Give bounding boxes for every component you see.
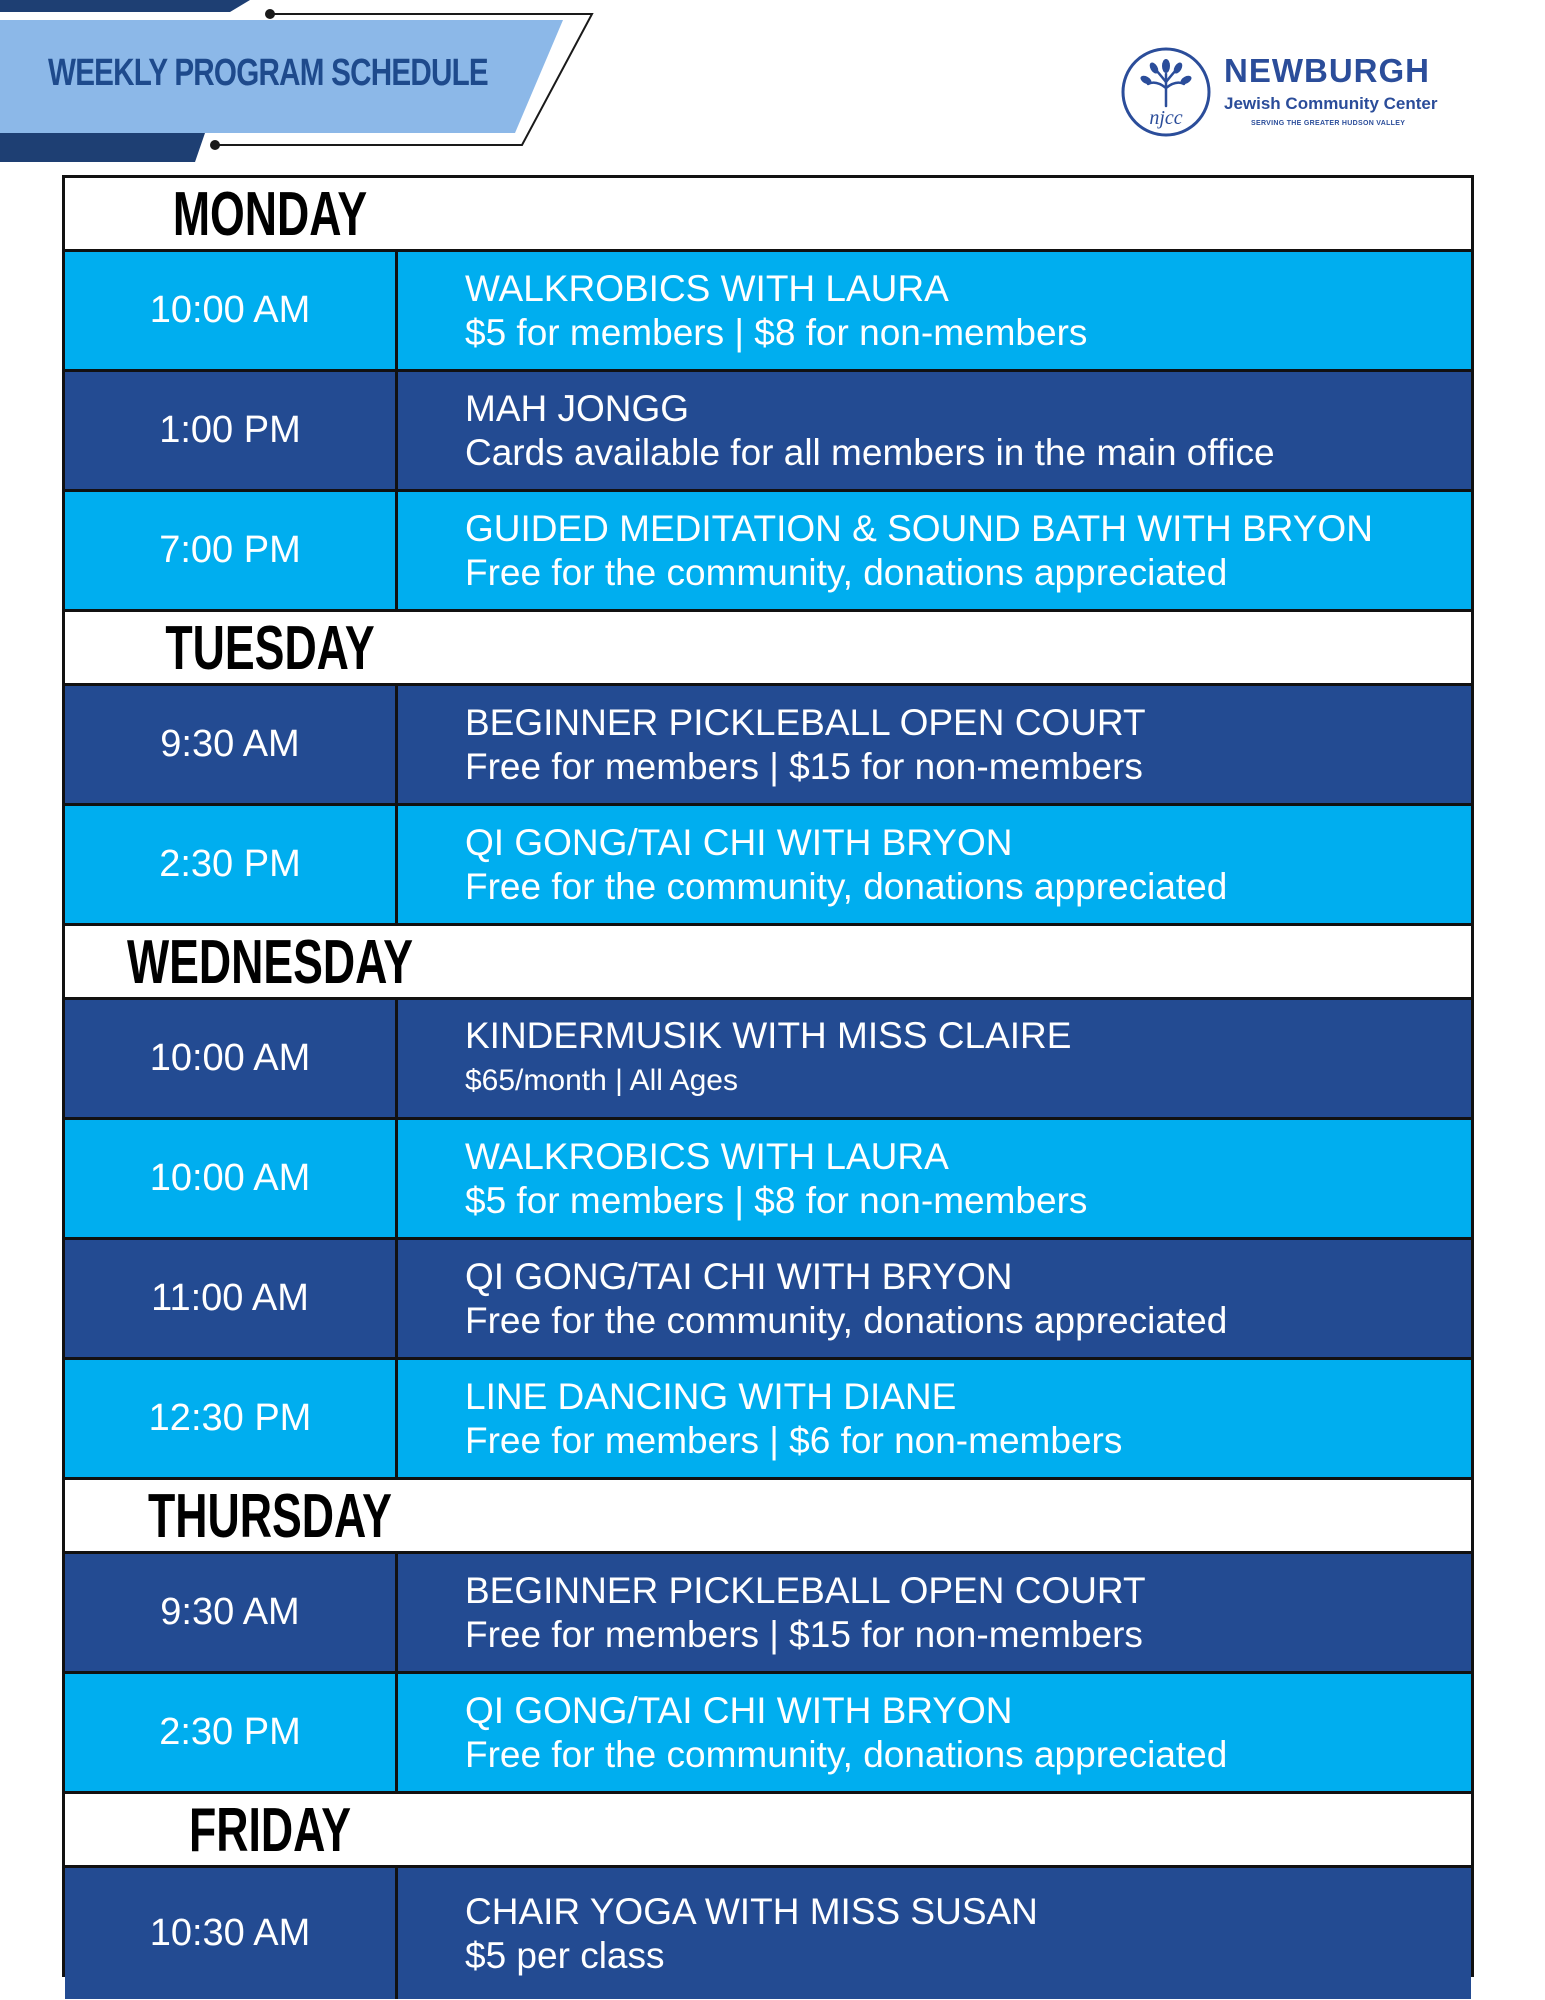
event-row [65, 1674, 1471, 1791]
event-title: CHAIR YOGA WITH MISS SUSAN [465, 1890, 1038, 1932]
event-title: WALKROBICS WITH LAURA [465, 1135, 949, 1177]
day-label: WEDNESDAY [126, 928, 414, 997]
event-info [465, 1360, 1461, 1477]
event-row [65, 806, 1471, 923]
event-time: 10:30 AM [149, 1912, 311, 1954]
event-time: 10:00 AM [149, 1157, 311, 1199]
event-row [65, 1868, 1471, 1999]
event-row [65, 1554, 1471, 1671]
event-detail: $5 per class [465, 1934, 665, 1976]
event-time: 11:00 AM [151, 1277, 309, 1319]
day-header-friday [65, 1794, 1471, 1865]
event-time: 7:00 PM [159, 529, 301, 571]
event-detail: Free for members | $6 for non-members [465, 1419, 1123, 1461]
event-time: 1:00 PM [159, 409, 301, 451]
column-divider [395, 686, 398, 803]
event-title: BEGINNER PICKLEBALL OPEN COURT [465, 701, 1146, 743]
schedule-table [62, 175, 1474, 1977]
column-divider [395, 1868, 398, 1999]
column-divider [395, 1120, 398, 1237]
event-time: 10:00 AM [149, 289, 311, 331]
event-info [465, 1868, 1461, 1999]
event-detail: $65/month | All Ages [465, 1063, 738, 1097]
day-label: TUESDAY [165, 614, 375, 683]
event-detail: Free for the community, donations appreciated [465, 865, 1228, 907]
event-info [465, 1554, 1461, 1671]
event-row [65, 492, 1471, 609]
event-detail: Cards available for all members in the main office [465, 431, 1275, 473]
event-title: GUIDED MEDITATION & SOUND BATH WITH BRYON [465, 507, 1373, 549]
day-header-monday [65, 178, 1471, 249]
logo-tagline: SERVING THE GREATER HUDSON VALLEY [1251, 120, 1406, 127]
logo-subtitle: Jewish Community Center [1224, 94, 1438, 113]
event-row [65, 686, 1471, 803]
day-header-tuesday [65, 612, 1471, 683]
logo-mark-text: njcc [1149, 107, 1183, 129]
column-divider [395, 1674, 398, 1791]
event-info [465, 1674, 1461, 1791]
event-info [465, 1240, 1461, 1357]
day-label: MONDAY [172, 180, 368, 249]
event-detail: Free for the community, donations appreciated [465, 1733, 1228, 1775]
event-row [65, 1360, 1471, 1477]
column-divider [395, 1000, 398, 1117]
event-detail: Free for members | $15 for non-members [465, 1613, 1143, 1655]
event-detail: $5 for members | $8 for non-members [465, 311, 1088, 353]
event-time: 10:00 AM [149, 1037, 311, 1079]
event-time: 12:30 PM [148, 1397, 312, 1439]
header-banner [0, 0, 600, 170]
event-title: BEGINNER PICKLEBALL OPEN COURT [465, 1569, 1146, 1611]
event-title: QI GONG/TAI CHI WITH BRYON [465, 1255, 1013, 1297]
column-divider [395, 1554, 398, 1671]
event-info [465, 806, 1461, 923]
event-info [465, 492, 1461, 609]
event-title: QI GONG/TAI CHI WITH BRYON [465, 1689, 1013, 1731]
event-title: LINE DANCING WITH DIANE [465, 1375, 957, 1417]
event-title: WALKROBICS WITH LAURA [465, 267, 949, 309]
jcc-logo [1118, 44, 1438, 144]
event-title: KINDERMUSIK WITH MISS CLAIRE [465, 1014, 1072, 1056]
day-label: THURSDAY [148, 1482, 392, 1551]
event-row [65, 1240, 1471, 1357]
event-detail: Free for members | $15 for non-members [465, 745, 1143, 787]
event-info [465, 252, 1461, 369]
column-divider [395, 1240, 398, 1357]
column-divider [395, 252, 398, 369]
event-row [65, 372, 1471, 489]
event-time: 9:30 AM [160, 1591, 300, 1633]
column-divider [395, 492, 398, 609]
column-divider [395, 806, 398, 923]
event-row [65, 1000, 1471, 1117]
column-divider [395, 1360, 398, 1477]
event-info [465, 1120, 1461, 1237]
page-title: WEEKLY PROGRAM SCHEDULE [48, 52, 488, 94]
logo-name: NEWBURGH [1224, 52, 1430, 89]
event-detail: Free for the community, donations appreciated [465, 1299, 1228, 1341]
event-title: QI GONG/TAI CHI WITH BRYON [465, 821, 1013, 863]
event-detail: Free for the community, donations appreciated [465, 551, 1228, 593]
column-divider [395, 372, 398, 489]
event-info [465, 1000, 1461, 1117]
event-row [65, 252, 1471, 369]
event-info [465, 686, 1461, 803]
day-label: FRIDAY [188, 1796, 352, 1865]
day-header-thursday [65, 1480, 1471, 1551]
event-row [65, 1120, 1471, 1237]
day-header-wednesday [65, 926, 1471, 997]
event-info [465, 372, 1461, 489]
tree-logo-icon [1118, 44, 1214, 140]
event-time: 9:30 AM [160, 723, 300, 765]
event-detail: $5 for members | $8 for non-members [465, 1179, 1088, 1221]
event-time: 2:30 PM [159, 1711, 301, 1753]
event-time: 2:30 PM [159, 843, 301, 885]
event-title: MAH JONGG [465, 387, 690, 429]
